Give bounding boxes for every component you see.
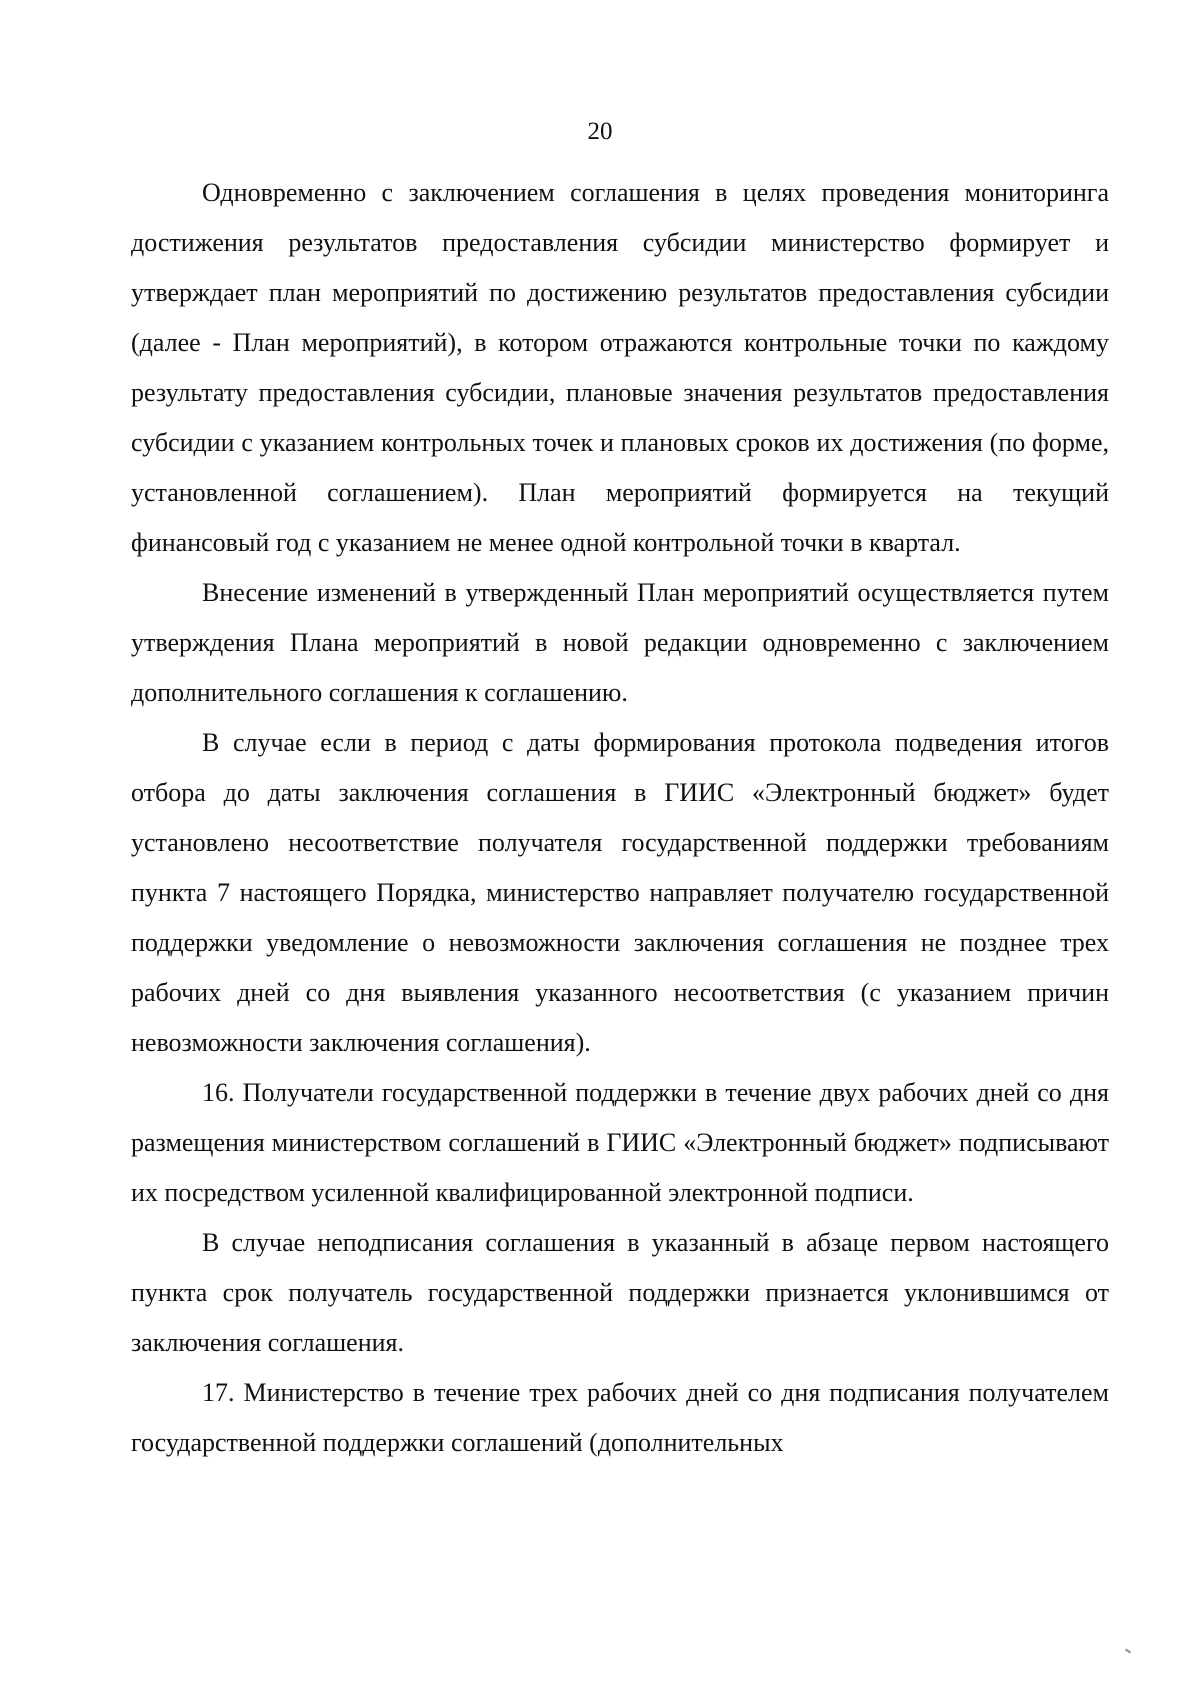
scan-artifact-mark [1125, 1648, 1131, 1653]
page-number: 20 [587, 118, 613, 145]
paragraph-unsigned-agreement: В случае неподписания соглашения в указанный в абзаце первом настоящего пункта срок получатель государственной поддержки признается уклонившимся от заключения соглашения. [131, 1228, 1109, 1357]
paragraph-item-17: 17. Министерство в течение трех рабочих дней со дня подписания получателем государственной поддержки соглашений (дополнительных [131, 1378, 1109, 1457]
paragraph-nonconformity: В случае если в период с даты формирования протокола подведения итогов отбора до даты заключения соглашения в ГИИС «Электронный бюджет» будет установлено несоответствие получателя государственной поддержки требованиям пункта 7 настоящего Порядка, министерство направляет получателю государственной поддержки уведомление о невозможности заключения соглашения не позднее трех рабочих дней со дня выявления указанного несоответствия (с указанием причин невозможности заключения соглашения). [131, 728, 1109, 1057]
paragraph-item-16: 16. Получатели государственной поддержки в течение двух рабочих дней со дня размещения министерством соглашений в ГИИС «Электронный бюджет» подписывают их посредством усиленной квалифицированной электронной подписи. [131, 1078, 1109, 1207]
paragraph-monitoring-plan: Одновременно с заключением соглашения в целях проведения мониторинга достижения результатов предоставления субсидии министерство формирует и утверждает план мероприятий по достижению результатов предоставления субсидии (далее - План мероприятий), в котором отражаются контрольные точки по каждому результату предоставления субсидии, плановые значения результатов предоставления субсидии с указанием контрольных точек и плановых сроков их достижения (по форме, установленной соглашением). План мероприятий формируется на текущий финансовый год с указанием не менее одной контрольной точки в квартал. [131, 178, 1109, 557]
document-body [131, 168, 1109, 1468]
paragraph-plan-changes: Внесение изменений в утвержденный План мероприятий осуществляется путем утверждения Плана мероприятий в новой редакции одновременно с заключением дополнительного соглашения к соглашению. [131, 578, 1109, 707]
